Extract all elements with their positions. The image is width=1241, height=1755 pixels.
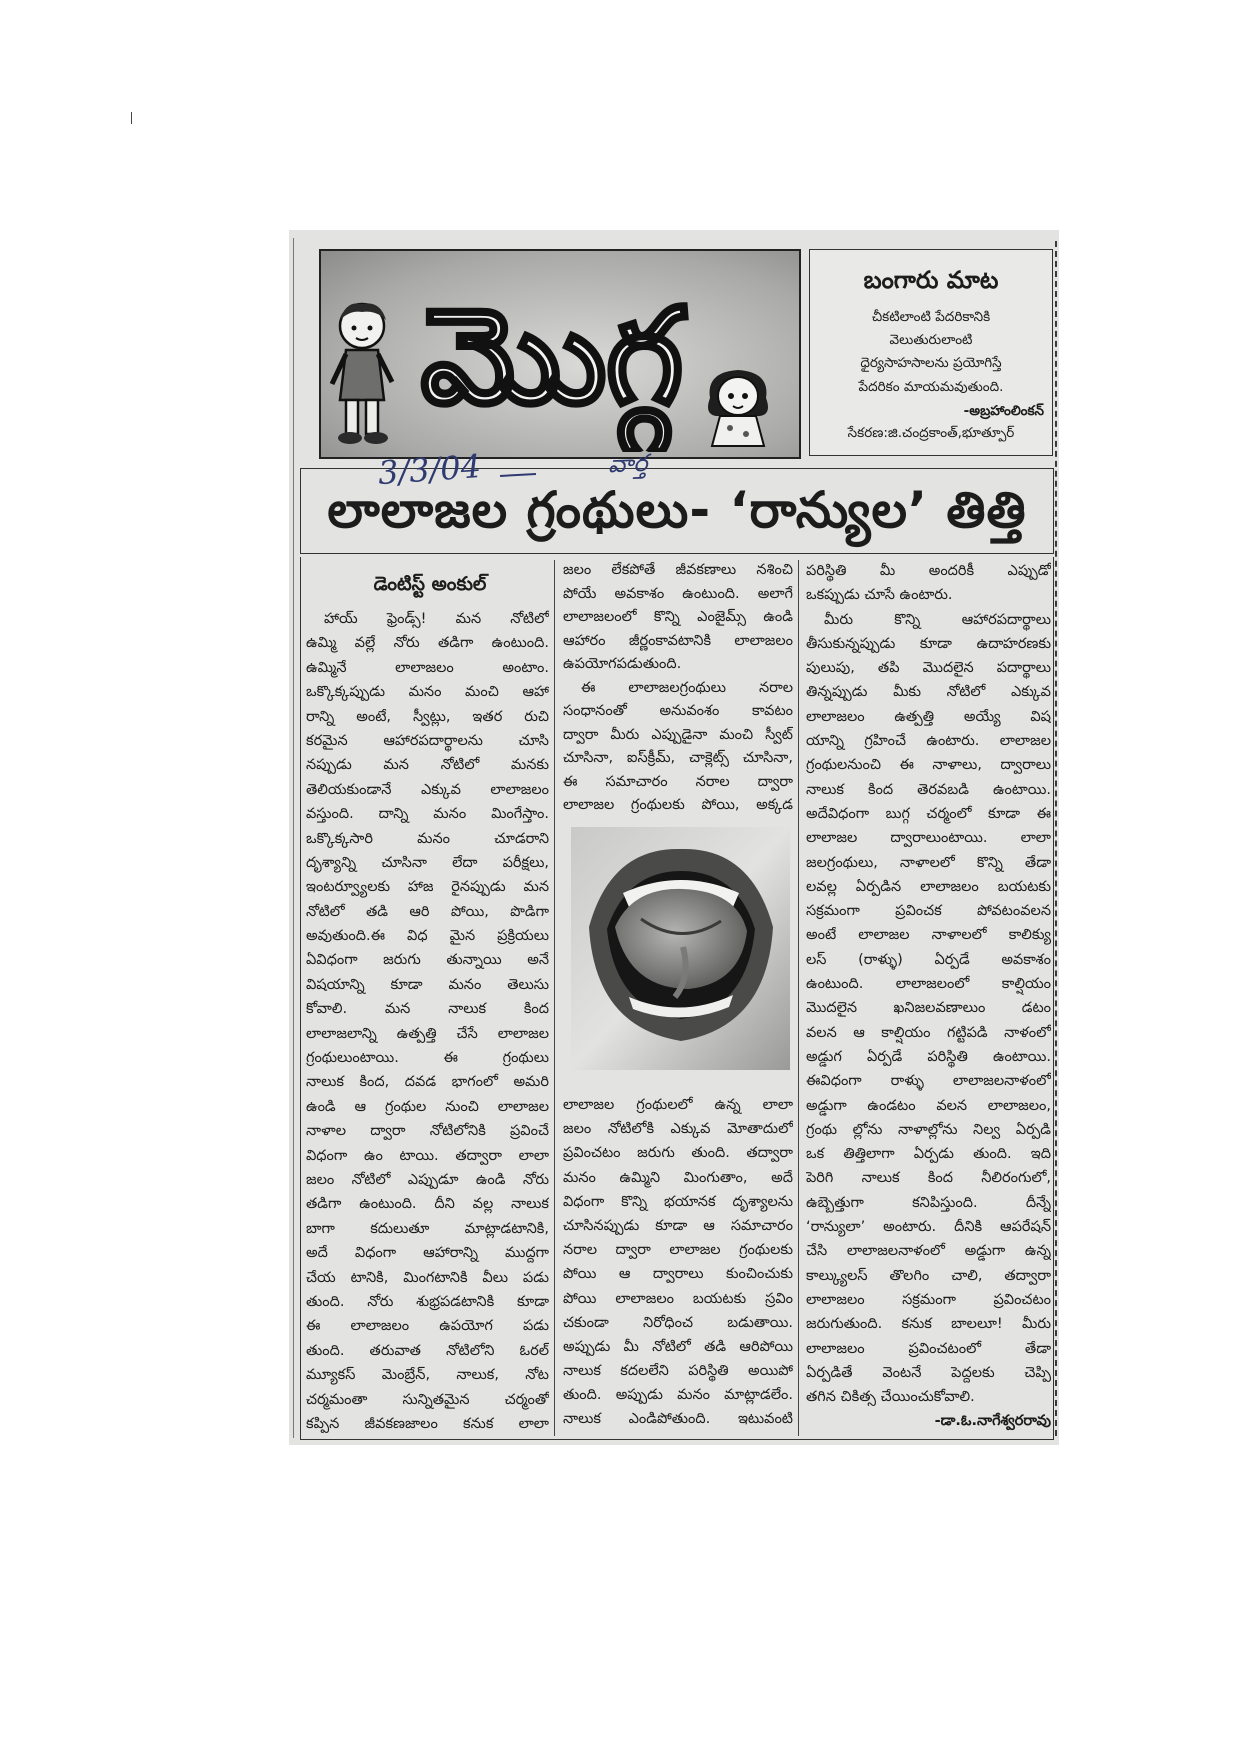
column-3-line: జలగ్రంథులు, నాళాలలో కొన్ని తేడా [806,854,1051,871]
column-1-line: ఒక్కొక్కప్పుడు మనం మంచి ఆహా [306,684,549,701]
column-1-line: తెలియకుండానే ఎక్కువ లాలాజలం [306,781,549,798]
column-1-line: చేయ టానికి, మింగటానికి వీలు పడు [306,1269,549,1286]
column-3-line: తగిన చికిత్స చేయించుకోవాలి. [806,1389,975,1406]
quote-line: పేదరికం మాయమవుతుంది. [858,379,1004,395]
column-2-line: ఈ లాలాజలగ్రంథులు నరాల [581,679,793,696]
column-1-line: నాళాల ద్వారా నోటిలోనికి ప్రవించే [306,1123,549,1140]
column-2-line: పోయి ఆ ద్వారాలు కుంచించుకు [563,1266,793,1283]
column-3-line: ఒకప్పుడు చూసే ఉంటారు. [806,587,953,604]
column-2-line: చూసినా, ఐస్‌క్రీమ్, చాక్లెట్స్ చూసినా, [563,750,793,766]
column-1-line: బాగా కదులుతూ మాట్లాడటానికి, [306,1220,549,1237]
column-1-line: నాలుక కింద, దవడ భాగంలో అమరి [306,1074,549,1091]
article-column-2-bottom [563,1093,793,1433]
column-3-line: తీసుకున్నప్పుడు కూడా ఉదాహరణకు [806,635,1051,652]
column-3-line: లాలాజలం ప్రవించటంలో తేడా [806,1340,1051,1357]
column-2-line: విధంగా కొన్ని భయానక దృశ్యాలను [563,1193,793,1210]
column-3-line: లస్ (రాళ్ళు) ఏర్పడే అవకాశం [806,951,1051,968]
column-3-line: అడ్డుగా ఉండటం వలన లాలాజలం, [806,1097,1051,1114]
column-1-line: చర్మమంతా సున్నితమైన చర్మంతో [306,1391,549,1408]
girl-cartoon-icon [700,364,776,452]
column-3-line: అదేవిధంగా బుగ్గ చర్మంలో కూడా ఈ [806,805,1051,822]
article-column-3 [806,559,1051,1435]
column-3-line: ఈవిధంగా రాళ్ళు లాలాజలనాళంలో [806,1073,1051,1090]
article-byline: డెంటిస్ట్ అంకుల్ [373,573,487,595]
column-2-line: నరాల ద్వారా లాలాజల గ్రంథులకు [563,1242,793,1259]
column-3-line: కాల్క్యులస్ తొలగిం చాలి, తద్వారా [806,1267,1051,1284]
column-2-line: ఉపయోగపడుతుంది. [563,656,682,672]
column-2-line: అప్పుడు మీ నోటిలో తడి ఆరిపోయి [563,1338,793,1355]
column-2-line: నాలుక కదలలేని పరిస్థితి అయిపో [563,1363,793,1380]
column-1-line: దృశ్యాన్ని చూసినా లేదా పరీక్షలు, [306,854,549,871]
mouth-photo-icon [571,827,790,1070]
column-3-line: చేసి లాలాజలనాళంలో అడ్డుగా ఉన్న [806,1243,1051,1260]
column-3-line: వలన ఆ కాల్షియం గట్టిపడి నాళంలో [806,1024,1051,1041]
column-1-line: అదే విధంగా ఆహారాన్ని ముద్దగా [306,1245,549,1262]
column-2-line: జలం లేకపోతే జీవకణాలు నశించి [563,562,793,578]
column-1-line: కప్పిన జీవకణజాలం కనుక లాలా [306,1415,549,1432]
quote-author: -అబ్రహాంలింకన్ [963,403,1044,419]
column-2-line: లాలాజలంలో కొన్ని ఎంజైమ్స్ ఉండి [563,609,793,625]
column-1-line: నోటిలో తడి ఆరి పోయి, పొడిగా [306,903,549,920]
column-1-line: తుంది. తరువాత నోటిలోని ఓరల్ [306,1342,549,1359]
column-3-line: తిన్నప్పుడు మీకు నోటిలో ఎక్కువ [806,684,1051,701]
column-1-line: వస్తుంది. దాన్ని మనం మింగేస్తాం. [306,806,549,823]
column-3-line: ఒక తిత్తిలాగా ఏర్పడు తుంది. ఇది [806,1146,1051,1163]
column-3-line: నాలుక కింద తెరవబడి ఉంటాయి. [806,781,1051,798]
column-rule [798,560,799,1436]
column-3-line: ఉబ్బెత్తుగా కనిపిస్తుంది. దీన్నే [806,1194,1051,1211]
handwritten-note: వార్త [607,448,648,479]
column-3-line: లాలాజలం ఉత్పత్తి అయ్యే విష [806,708,1051,725]
column-1-line: నప్పుడు మన నోటిలో మనకు [306,757,549,774]
margin-tick-mark [131,112,132,124]
article-column-2-top [563,559,793,818]
column-3-line: మొదలైన ఖనిజలవణాలుం డటం [806,1000,1051,1017]
column-3-line: మీరు కొన్ని ఆహారపదార్థాలు [824,611,1051,628]
column-1-line: కరమైన ఆహారపదార్థాలను చూసి [306,732,549,749]
column-3-line: ఉంటుంది. లాలాజలంలో కాల్షియం [806,976,1051,993]
quote-line: ధైర్యసాహసాలను ప్రయోగిస్తే [860,355,1002,371]
column-3-line: పెరిగి నాలుక కింద నీలిరంగులో, [806,1170,1051,1187]
column-1-line: లాలాజలాన్ని ఉత్పత్తి చేసే లాలాజల [306,1025,549,1042]
column-3-line: పరిస్థితి మీ అందరికీ ఎప్పుడో [806,563,1051,579]
column-3-line: ‘రాన్యులా’ అంటారు. దీనికి ఆపరేషన్ [806,1219,1051,1236]
column-2-line: తుంది. అప్పుడు మనం మాట్లాడలేం. [563,1387,793,1404]
column-3-line: లాలాజలం సక్రమంగా ప్రవించటం [806,1291,1051,1308]
column-3-line: లవల్ల ఏర్పడిన లాలాజలం బయటకు [806,878,1051,895]
column-3-line: యాన్ని గ్రహించే ఉంటారు. లాలాజల [806,733,1051,750]
column-3-line: అడ్డుగ ఏర్పడే పరిస్థితి ఉంటాయి. [806,1048,1051,1065]
quote-box-title: బంగారు మాట [863,266,999,294]
column-1-line: విధంగా ఉం టాయి. తద్వారా లాలా [306,1147,549,1164]
column-1-line: కోవాలి. మన నాలుక కింద [306,1001,549,1018]
column-1-line: ఈ లాలాజలం ఉపయోగ పడు [306,1318,549,1335]
column-1-line: ఉమ్మినే లాలాజలం అంటాం. [306,659,549,676]
column-1-line: తుంది. నోరు శుభ్రపడటానికి కూడా [306,1293,549,1310]
column-3-line: పులుపు, తపి మొదలైన పదార్థాలు [806,660,1051,677]
column-1-line: ఉండి ఆ గ్రంథుల నుంచి లాలాజల [306,1098,549,1115]
article-headline: లాలాజల గ్రంథులు- ‘రాన్యుల’ తిత్తి [327,481,1027,539]
section-logo: మొగ్గ [420,280,684,434]
column-3-line: జరుగుతుంది. కనుక బాలలూ! మీరు [806,1316,1051,1333]
column-2-line: మనం ఉమ్మిని మింగుతాం, అదే [563,1169,793,1186]
column-1-line: గ్రంథులుంటాయి. ఈ గ్రంథులు [306,1050,549,1067]
column-1-line: విషయాన్ని కూడా మనం తెలుసు [306,976,549,993]
column-3-line: సక్రమంగా ప్రవించక పోవటంవలన [806,903,1051,920]
column-2-line: లాలాజల గ్రంథులలో ఉన్న లాలా [563,1097,793,1113]
column-2-line: చూసినప్పుడు కూడా ఆ సమాచారం [563,1217,793,1234]
column-2-line: ఆహారం జీర్ణంకావటానికి లాలాజలం [563,632,793,649]
column-3-line: గ్రంథు ల్లోను నాళాల్లోను నిల్వ ఏర్పడి [806,1121,1051,1138]
column-3-line: లాలాజల ద్వారాలుంటాయి. లాలా [806,830,1051,847]
column-2-line: సంధానంతో అనువంశం కావటం [563,703,793,719]
column-3-line: అంటే లాలాజల నాళాలలో కాలిక్యు [806,927,1051,944]
column-1-line: మ్యూకస్ మెంబ్రేన్, నాలుక, నోట [306,1367,549,1384]
column-1-line: జలం నోటిలో ఎప్పుడూ ఉండి నోరు [306,1171,549,1188]
clipping-left-edge-rule [293,238,294,1438]
column-1-line: అవుతుంది.ఈ విధ మైన ప్రక్రియలు [306,928,549,945]
column-1-line: హాయ్ ఫ్రెండ్స్! మన నోటిలో [324,611,549,627]
column-2-line: పోయే అవకాశం ఉంటుంది. అలాగే [563,585,793,602]
handwritten-date: 3/3/04 [376,447,483,493]
column-2-line: నాలుక ఎండిపోతుంది. ఇటువంటి [563,1411,793,1428]
column-1-line: ఏవిధంగా జరుగు తున్నాయి అనే [306,952,549,969]
column-1-line: తడిగా ఉంటుంది. దీని వల్ల నాలుక [306,1196,549,1213]
boy-cartoon-icon [326,296,398,448]
column-2-line: ప్రవించటం జరుగు తుంది. తద్వారా [563,1145,793,1162]
column-1-line: ఇంటర్వ్యూలకు హాజ రైనప్పుడు మన [306,879,549,896]
column-rule [554,560,555,1436]
column-2-line: పోయి లాలాజలం బయటకు స్రవిం [563,1290,793,1307]
column-1-line: రాన్ని అంటే, స్వీట్లు, ఇతర రుచి [306,708,549,725]
clipping-right-dashed-edge [1055,241,1057,1436]
quote-line: చీకటిలాంటి పేదరికానికి [871,309,991,325]
column-2-line: జలం నోటిలోకి ఎక్కువ మోతాదులో [563,1121,793,1138]
column-1-line: ఒక్కొక్కసారి మనం చూడరాని [306,830,549,847]
column-3-line: ఏర్పడితే వెంటనే పెద్దలకు చెప్పి [806,1364,1051,1381]
column-2-line: లాలాజల గ్రంథులకు పోయి, అక్కడ [563,797,793,813]
column-1-line: ఉమ్మి వల్లే నోరు తడిగా ఉంటుంది. [306,635,549,652]
quote-line: వెలుతురులాంటి [889,332,973,348]
column-3-line: గ్రంథులనుంచి ఈ నాళాలు, ద్వారాలు [806,757,1051,774]
article-column-1 [306,607,549,1437]
quote-credit: సేకరణ:జి.చంద్రకాంత్,భూత్పూర్ [847,425,1015,441]
article-signature: -డా.ఓ.నాగేశ్వరరావు [934,1413,1051,1430]
column-2-line: చకుండా నిరోధించ బడుతాయి. [563,1314,793,1331]
column-2-line: ఈ సమాచారం నరాల ద్వారా [563,773,793,790]
column-2-line: ద్వారా మీరు ఎప్పుడైనా మంచి స్వీట్ [563,726,793,743]
